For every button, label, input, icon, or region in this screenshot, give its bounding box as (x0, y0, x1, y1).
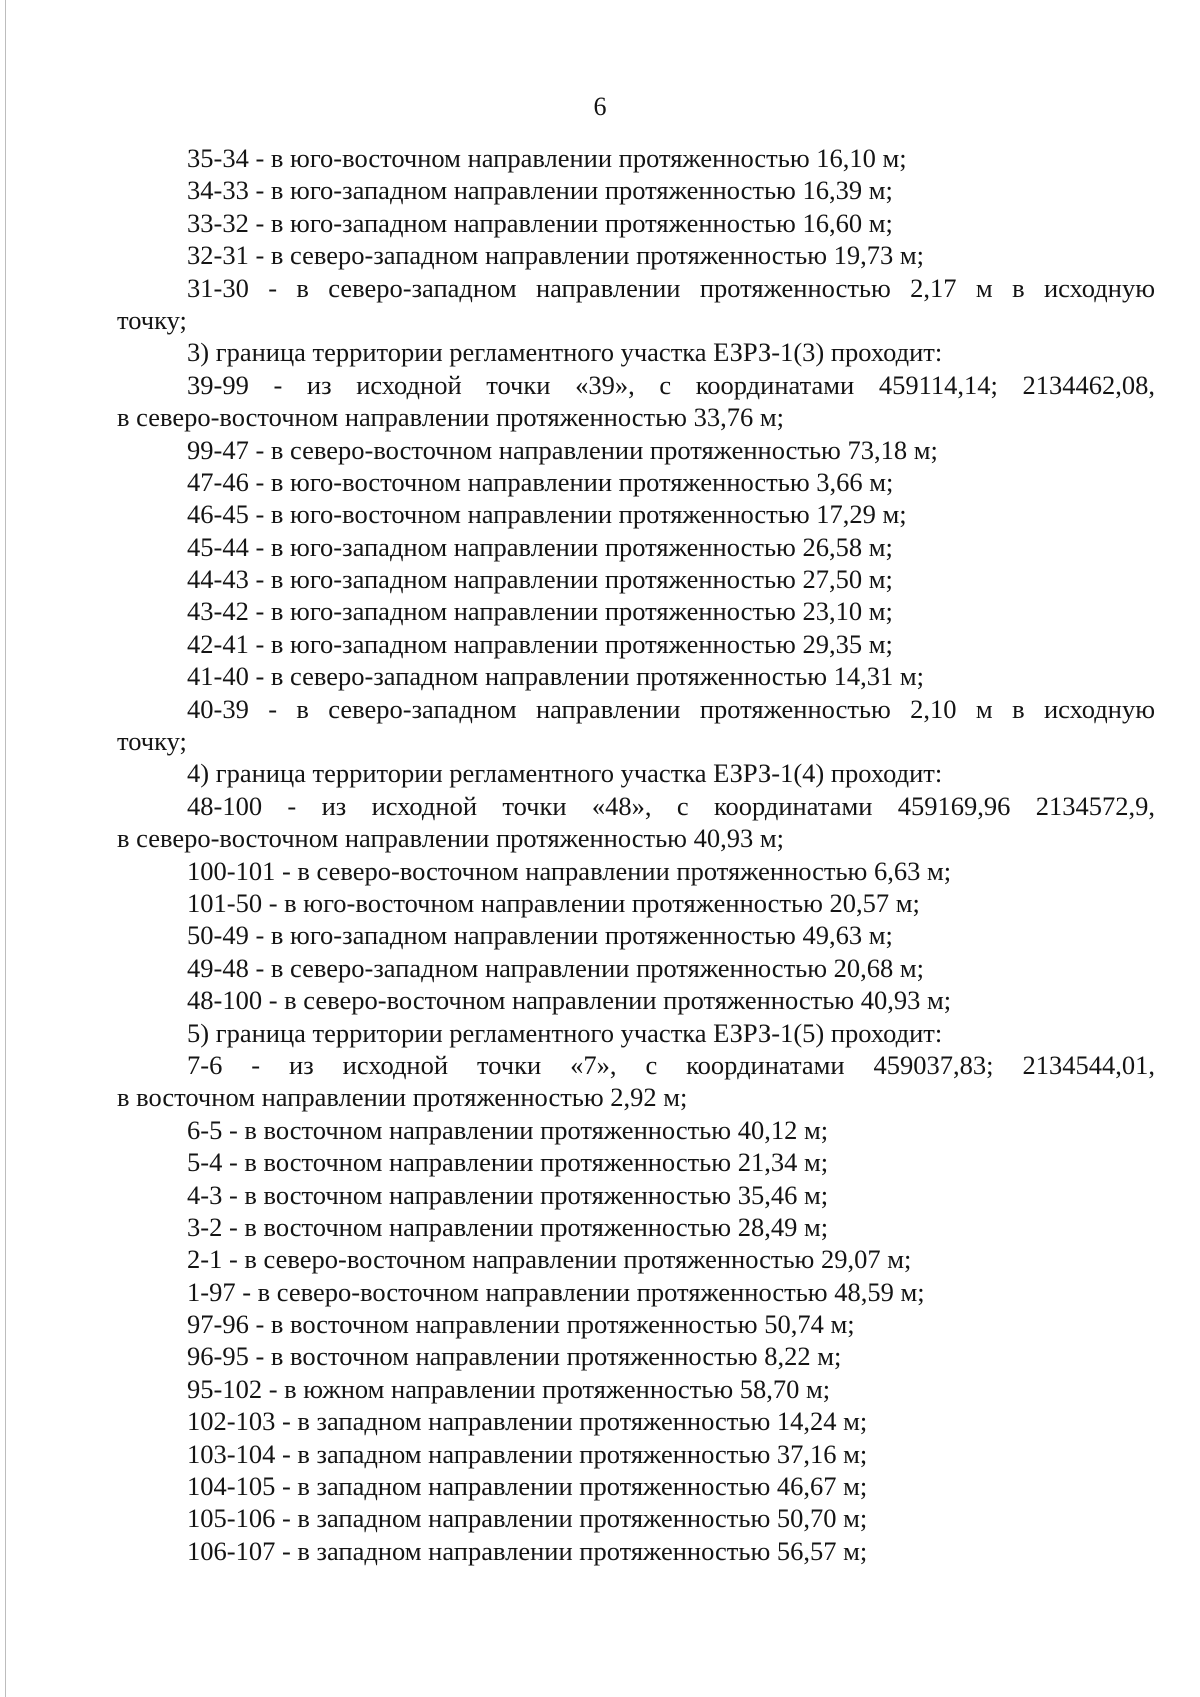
text-line: 45-44 - в юго-западном направлении протяженностью 26,58 м; (187, 531, 893, 562)
text-line: точку; (117, 304, 187, 335)
text-line: 35-34 - в юго-восточном направлении протяженностью 16,10 м; (187, 143, 907, 173)
text-line: 102-103 - в западном направлении протяженностью 14,24 м; (187, 1406, 868, 1437)
text-line: 95-102 - в южном направлении протяженностью 58,70 м; (187, 1373, 831, 1404)
text-line: 4) граница территории регламентного участка ЕЗРЗ-1(4) проходит: (187, 758, 943, 789)
scan-edge-line (5, 0, 6, 1697)
text-line: 48-100 - в северо-восточном направлении протяженностью 40,93 м; (187, 985, 952, 1016)
text-line: 5) граница территории регламентного участка ЕЗРЗ-1(5) проходит: (187, 1017, 943, 1048)
text-line: 31-30 - в северо-западном направлении протяженностью 2,17 м в исходную (187, 272, 1155, 303)
text-line: 46-45 - в юго-восточном направлении протяженностью 17,29 м; (187, 499, 907, 530)
text-line: 106-107 - в западном направлении протяженностью 56,57 м; (187, 1535, 868, 1566)
text-line: 32-31 - в северо-западном направлении протяженностью 19,73 м; (187, 240, 925, 271)
text-line: 50-49 - в юго-западном направлении протяженностью 49,63 м; (187, 920, 893, 951)
text-line: 39-99 - из исходной точки «39», с координатами 459114,14; 2134462,08, (187, 369, 1155, 400)
text-line: 1-97 - в северо-восточном направлении протяженностью 48,59 м; (187, 1276, 925, 1307)
text-line: 97-96 - в восточном направлении протяженностью 50,74 м; (187, 1309, 855, 1340)
text-line: 99-47 - в северо-восточном направлении протяженностью 73,18 м; (187, 434, 938, 465)
text-line: 4-3 - в восточном направлении протяженностью 35,46 м; (187, 1179, 829, 1210)
text-line: 104-105 - в западном направлении протяженностью 46,67 м; (187, 1471, 868, 1502)
text-line: 5-4 - в восточном направлении протяженностью 21,34 м; (187, 1147, 829, 1178)
page-number: 6 (593, 92, 607, 121)
text-line: 44-43 - в юго-западном направлении протяженностью 27,50 м; (187, 564, 893, 595)
text-line: 48-100 - из исходной точки «48», с координатами 459169,96 2134572,9, (187, 790, 1155, 821)
text-line: 7-6 - из исходной точки «7», с координатами 459037,83; 2134544,01, (187, 1049, 1155, 1080)
text-line: 100-101 - в северо-восточном направлении протяженностью 6,63 м; (187, 855, 952, 886)
text-line: точку; (117, 726, 187, 757)
text-line: 49-48 - в северо-западном направлении протяженностью 20,68 м; (187, 952, 925, 983)
text-line: 96-95 - в восточном направлении протяженностью 8,22 м; (187, 1341, 842, 1372)
text-line: 43-42 - в юго-западном направлении протяженностью 23,10 м; (187, 596, 893, 627)
text-line: в восточном направлении протяженностью 2,92 м; (117, 1082, 688, 1113)
text-line: 42-41 - в юго-западном направлении протяженностью 29,35 м; (187, 628, 893, 659)
text-line: 40-39 - в северо-западном направлении протяженностью 2,10 м в исходную (187, 693, 1155, 724)
document-body (117, 142, 1155, 1567)
text-line: в северо-восточном направлении протяженностью 40,93 м; (117, 823, 784, 854)
text-line: 2-1 - в северо-восточном направлении протяженностью 29,07 м; (187, 1244, 912, 1275)
text-line: 33-32 - в юго-западном направлении протяженностью 16,60 м; (187, 207, 893, 238)
text-line: 103-104 - в западном направлении протяженностью 37,16 м; (187, 1438, 868, 1469)
text-line: 105-106 - в западном направлении протяженностью 50,70 м; (187, 1503, 868, 1534)
text-line: 34-33 - в юго-западном направлении протяженностью 16,39 м; (187, 175, 893, 206)
text-line: 3-2 - в восточном направлении протяженностью 28,49 м; (187, 1211, 829, 1242)
text-line: 3) граница территории регламентного участка ЕЗРЗ-1(3) проходит: (187, 337, 943, 368)
text-line: в северо-восточном направлении протяженностью 33,76 м; (117, 402, 784, 433)
text-line: 6-5 - в восточном направлении протяженностью 40,12 м; (187, 1114, 829, 1145)
text-line: 41-40 - в северо-западном направлении протяженностью 14,31 м; (187, 661, 925, 692)
text-line: 47-46 - в юго-восточном направлении протяженностью 3,66 м; (187, 466, 894, 497)
text-line: 101-50 - в юго-восточном направлении протяженностью 20,57 м; (187, 887, 920, 918)
